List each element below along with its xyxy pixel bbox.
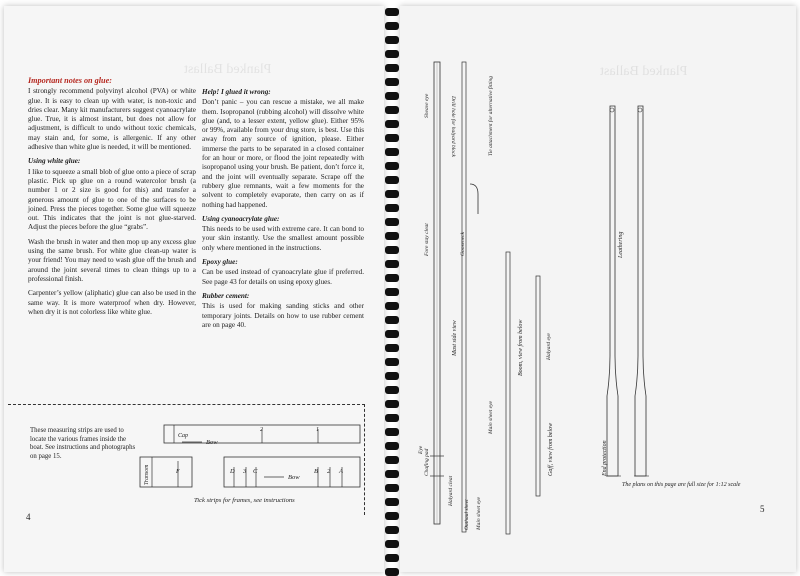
strip1-bow: Bow bbox=[206, 439, 218, 446]
binding-coil bbox=[385, 134, 399, 142]
binding-coil bbox=[385, 120, 399, 128]
binding-coil bbox=[385, 78, 399, 86]
binding-coil bbox=[385, 554, 399, 562]
binding-coil bbox=[385, 568, 399, 576]
binding-coil bbox=[385, 64, 399, 72]
binding-coil bbox=[385, 498, 399, 506]
label-drill: Drill hole for halyard block bbox=[450, 96, 456, 157]
binding-coil bbox=[385, 330, 399, 338]
binding-coil bbox=[385, 204, 399, 212]
binding-coil bbox=[385, 218, 399, 226]
binding-coil bbox=[385, 22, 399, 30]
strip3-label-b: B bbox=[314, 468, 318, 475]
glue-notes-heading: Important notes on glue: bbox=[28, 76, 112, 85]
label-main-sheet-eye: Main sheet eye bbox=[476, 497, 482, 530]
binding-coil bbox=[385, 148, 399, 156]
strip2-label-transom: Transom bbox=[144, 464, 150, 485]
binding-coil bbox=[385, 316, 399, 324]
strip1-label-2: 2 bbox=[260, 427, 263, 433]
binding-coil bbox=[385, 414, 399, 422]
binding-coil bbox=[385, 302, 399, 310]
binding-coil bbox=[385, 512, 399, 520]
binding-coil bbox=[385, 358, 399, 366]
binding-coil bbox=[385, 50, 399, 58]
binding-coil bbox=[385, 428, 399, 436]
label-attachment: Tie attachment for alternative fitting bbox=[488, 75, 494, 156]
binding-coil bbox=[385, 386, 399, 394]
label-end-protection: End protection bbox=[602, 440, 608, 476]
tick-strips-drawing bbox=[8, 405, 364, 515]
strip3-bow: Bow bbox=[288, 474, 300, 481]
mast-plans-drawing bbox=[400, 6, 796, 572]
tick-strip-caption: Tick strips for frames, see instructions bbox=[194, 497, 295, 504]
right-page bbox=[400, 6, 796, 572]
strip2-label-f: F bbox=[176, 469, 180, 475]
binding-coil bbox=[385, 246, 399, 254]
binding-coil bbox=[385, 190, 399, 198]
label-boom: Boom, view from below bbox=[518, 319, 524, 376]
binding-coil bbox=[385, 344, 399, 352]
label-gaff: Gaff, view from below bbox=[548, 422, 554, 476]
left-page bbox=[4, 6, 384, 572]
binding-coil bbox=[385, 442, 399, 450]
binding-coil bbox=[385, 456, 399, 464]
tick-strip-text: These measuring strips are used to locate the various frames inside the boat. See instructions and photographs on page 15. bbox=[30, 427, 136, 460]
binding-coil bbox=[385, 106, 399, 114]
white-glue-paragraph-3: Carpenter’s yellow (aliphatic) glue can also be used in the same way. It is more waterproof when dry. However, when dry it is not colorless like white glue. bbox=[28, 289, 196, 316]
binding-coil bbox=[385, 526, 399, 534]
label-leathering: Leathering bbox=[618, 231, 624, 258]
label-chafing: Chafing pad bbox=[424, 448, 430, 476]
help-paragraph: Don’t panic – you can rescue a mistake, we all make them. Isopropanol (rubbing alcohol) will dissolve white glue (and, to a lesser extent, yellow glue). Either 95% or 99%, available from your drug store, is best. Use this away from any source of ignition, please. Either immerse the parts to be separated in a closed container for an hour or more, or flood the joint repeatedly with isopropanol using your brush. Be patient, don’t force it, and the joint will eventually separate. Scrape off the rubbery glue remnants, wait a few moments for the solvent to completely evaporate, then carry on as if nothing had happened. bbox=[202, 98, 364, 209]
white-glue-heading: Using white glue: bbox=[28, 157, 81, 166]
cyano-paragraph: This needs to be used with extreme care. It can bond to your skin instantly. Use the smallest amount possible only where mentioned in the instructions. bbox=[202, 225, 364, 252]
label-eye: Eye bbox=[418, 445, 424, 454]
oar-right bbox=[635, 106, 646, 476]
epoxy-heading: Epoxy glue: bbox=[202, 258, 238, 267]
strip3-label-d: D bbox=[230, 468, 235, 475]
binding-coil bbox=[385, 274, 399, 282]
white-glue-paragraph-1: I like to squeeze a small blob of glue onto a piece of scrap plastic. Pick up glue on a round watercolor brush (a number 1 or 2 size is good for this) and transfer a generous amount of glue to one of the surfaces to be joined. Press the pieces together. Some glue will squeeze out. This indicates that the joint is not glue-starved. Adjust the pieces before the glue “grabs”. bbox=[28, 167, 196, 232]
binding-coil bbox=[385, 540, 399, 548]
show-through-text: Planked Ballast bbox=[184, 62, 272, 77]
label-halyard-cleat: Halyard cleat bbox=[448, 475, 454, 506]
spiral-binding bbox=[384, 0, 400, 576]
show-through-text-right: Planked Ballast bbox=[600, 64, 688, 79]
strip3-label-c: C bbox=[253, 468, 258, 475]
label-outhaul: Outhaul sheet bbox=[464, 499, 470, 530]
page-number-left: 4 bbox=[26, 512, 31, 522]
left-column bbox=[28, 76, 196, 322]
label-sheave: Sheave eye bbox=[424, 93, 430, 118]
help-heading: Help! I glued it wrong: bbox=[202, 88, 271, 96]
tick-strip-area bbox=[8, 404, 365, 515]
binding-coil bbox=[385, 232, 399, 240]
binding-coil bbox=[385, 470, 399, 478]
binding-coil bbox=[385, 260, 399, 268]
strip3-label-3: 3 bbox=[243, 468, 247, 475]
label-halyard-eye: Halyard eye bbox=[546, 333, 552, 360]
label-fore-stay: Fore stay cleat bbox=[424, 223, 430, 256]
oar-left bbox=[607, 106, 618, 476]
spar-outline bbox=[462, 62, 466, 532]
boom-outline bbox=[506, 252, 510, 534]
rubber-heading: Rubber cement: bbox=[202, 291, 250, 300]
gaff-outline bbox=[536, 276, 540, 496]
binding-coil bbox=[385, 288, 399, 296]
strip3-label-2: 2 bbox=[327, 468, 331, 475]
cyano-heading: Using cyanoacrylate glue: bbox=[202, 214, 280, 223]
page-number-right: 5 bbox=[760, 504, 765, 514]
plans-caption: The plans on this page are full size for 1:12 scale bbox=[622, 482, 741, 488]
binding-coil bbox=[385, 372, 399, 380]
binding-coil bbox=[385, 162, 399, 170]
glue-paragraph: I strongly recommend polyvinyl alcohol (PVA) or white glue. It is easy to clean up with water, is non-toxic and dries clear. Many kit manufacturers suggest cyanoacrylate glue. True, it is almost instant, but does not allow for adjustment, is difficult to undo without toxic chemicals, may stain and, for some, is allergenic. If any other adhesive than white glue is needed, it will be mentioned. bbox=[28, 87, 196, 152]
label-gooseneck: Gooseneck bbox=[460, 231, 466, 256]
epoxy-paragraph: Can be used instead of cyanoacrylate glue if preferred. See page 43 for details on using epoxy glues. bbox=[202, 268, 364, 286]
binding-coil bbox=[385, 36, 399, 44]
rubber-paragraph: This is used for making sanding sticks and other temporary joints. Details on how to use rubber cement are on page 40. bbox=[202, 302, 364, 329]
label-main-sheet-eye-2: Main sheet eye bbox=[488, 401, 494, 434]
strip1-label-1: 1 bbox=[316, 427, 319, 433]
binding-coil bbox=[385, 92, 399, 100]
gooseneck-shape bbox=[470, 184, 478, 214]
binding-coil bbox=[385, 8, 399, 16]
binding-coil bbox=[385, 176, 399, 184]
strip1-label-cap: Cap bbox=[178, 433, 189, 439]
right-column bbox=[202, 88, 364, 335]
binding-coil bbox=[385, 484, 399, 492]
label-mast-side: Mast side view bbox=[452, 320, 458, 356]
white-glue-paragraph-2: Wash the brush in water and then mop up any excess glue using the same brush. For white glue clean-up water is your friend! You may need to wash glue off the brush and around the joint several times to clean things up to a professional finish. bbox=[28, 237, 196, 283]
binding-coil bbox=[385, 400, 399, 408]
strip3-label-a: A bbox=[339, 468, 343, 475]
